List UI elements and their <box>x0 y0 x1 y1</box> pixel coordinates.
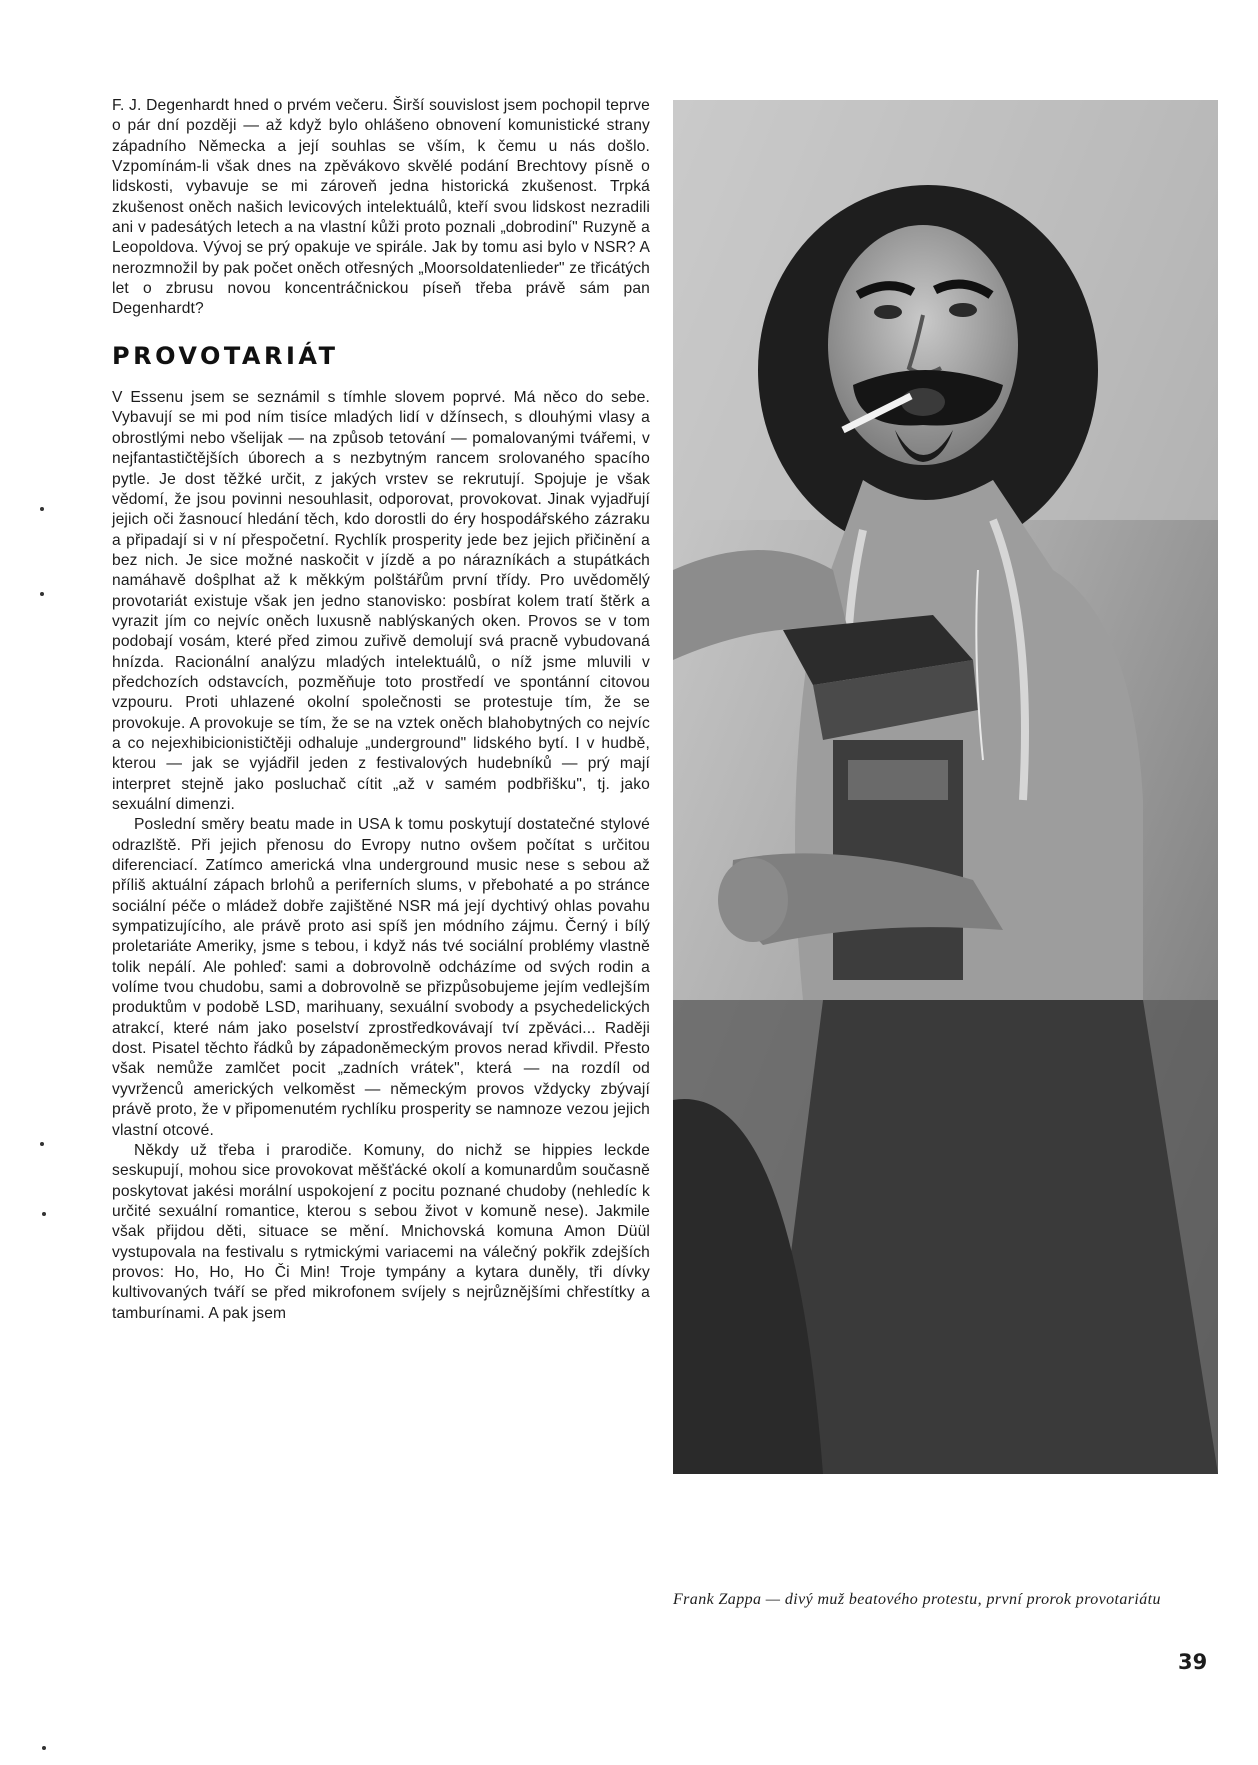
page-number: 39 <box>1178 1650 1208 1674</box>
body-paragraph: V Essenu jsem se seznámil s tímhle slovem poprvé. Má něco do sebe. Vybavují se mi pod ním tisíce mladých lidí v džínsech, s dlouhými vlasy a obrostlými nebo všelijak — na způsob tetování — pomalovanými tvářemi, v nejfantastičtějších úborech a s nezbytným rancem srolovaného spacího pytle. Je dost těžké určit, z jakých vrstev se rekrutují. Spojuje je však vědomí, že jsou povinni nesouhlasit, odporovat, provokovat. Jinak vyjadřují jejich oči žasnoucí hledání těch, kdo dorostli do éry hospodářského zázraku a připadají si v ní přespočetní. Rychlík prosperity jede bez jejich přičinění a bez nich. Je sice možné naskočit v jízdě a po nárazníkách a stupátkách namáhavě doŝplhat až k měkkým polštářům první třídy. Pro uvědomělý provotariát existuje však jen jedno stanovisko: posbírat kolem tratí štěrk a vyrazit jím co nejvíc oněch luxusně nablýskaných oken. Provos se v tom podobají vosám, které před zimou zuřivě demolují svá pracně vybudovaná hnízda. Racionální analýzu mladých intelektuálů, o níž jsme mluvili v předchozích odstavcích, pozměňuje toto prostředí ve spontánní citovou vzpouru. Proti uhlazené okolní společnosti se protestuje tím, že se provokuje. A provokuje se tím, že se na vztek oněch blahobytných co nejvíc a co nejexhibicionističtěji odhaluje „underground" lidského bytí. I v hudbě, kterou — jak se vyjádřil jeden z festivalových hudebníků — prý mají interpret stejně jako posluchač cítit „až v samém podbřišku", tj. jako sexuální dimenzi. <box>112 389 650 813</box>
scan-speck <box>42 1746 46 1750</box>
portrait-photo-icon <box>673 100 1218 1474</box>
scan-speck <box>40 507 44 511</box>
portrait-photo <box>673 100 1218 1474</box>
article-text-column <box>112 96 650 1324</box>
section-heading: PROVOTARIÁT <box>112 341 339 370</box>
photo-caption: Frank Zappa — divý muž beatového protestu, první prorok provotariátu <box>673 1591 1161 1608</box>
body-paragraph: Někdy už třeba i prarodiče. Komuny, do nichž se hippies leckde seskupují, mohou sice provokovat měšťácké okolí a komunardům současně poskytovat jakési morální uspokojení z pocitu poznané chudoby (nehledíc k určité sexuální romantice, kterou s sebou život v komuně nese). Jakmile však přijdou děti, situace se mění. Mnichovská komuna Amon Düül vystupovala na festivalu s rytmickými variacemi na válečný pokřik zdejších provos: Ho, Ho, Ho Či Min! Troje tympány a kytara duněly, tři dívky kultivovaných tváří se před mikrofonem svíjely s nejrůznějšími chřestítky a tamburínami. A pak jsem <box>112 1141 650 1322</box>
body-paragraph: Poslední směry beatu made in USA k tomu poskytují dostatečné stylové odrazlště. Při jejich přenosu do Evropy nutno ovšem počítat s určitou diferenciací. Zatímco americká vlna underground music nese s sebou až příliš aktuální zápach brlohů a periferních slums, v přebohaté a po stránce sociální péče o mládež dobře zajištěné NSR má její dychtivý ohlas povahu sympatizujícího, ale právě proto asi spíš jen módního zájmu. Černý i bílý proletariáte Ameriky, jsme s tebou, i když nás tvé sociální problémy vlastně tolik nepálí. Ale pohleď: sami a dobrovolně odcházíme od svých rodin a volíme tvou chudobu, sami a dobrovolně se přizpůsobujeme jejím vedlejším produktům v podobě LSD, marihuany, sexuální svobody a psychedelických atrakcí, které nám jako poselství zprostředkovávají tví zpěváci... Raději dost. Pisatel těchto řádků by západoněmeckým provos nerad křivdil. Přesto však nemůže zamlčet pocit „zadních vrátek", která — na rozdíl od vyvrženců amerických velkoměst — německým provos vždycky zbývají právě proto, že v připomenutém rychlíku prosperity se namnoze vezou jejich vlastní otcové. <box>112 816 650 1139</box>
scan-speck <box>40 1142 44 1146</box>
scan-speck <box>40 592 44 596</box>
scan-speck <box>42 1212 46 1216</box>
intro-paragraph: F. J. Degenhardt hned o prvém večeru. Širší souvislost jsem pochopil teprve o pár dní později — až když bylo ohlášeno obnovení komunistické strany západního Německa a její souhlas se vším, k čemu u nás došlo. Vzpomínám-li však dnes na zpěvákovo skvělé podání Brechtovy písně o lidskosti, vybavuje se mi zároveň jedna historická zkušenost. Trpká zkušenost oněch našich levicových intelektuálů, kteří svou lidskost nezradili ani v padesátých letech a na vlastní kůži proto poznali „dobrodiní" Ruzyně a Leopoldova. Vývoj se prý opakuje ve spirále. Jak by tomu asi bylo v NSR? A nerozmnožil by pak počet oněch otřesných „Moorsoldatenlieder" ze třicátých let o zbrusu novou koncentráčnickou píseň třeba právě sám pan Degenhardt? <box>112 97 650 318</box>
